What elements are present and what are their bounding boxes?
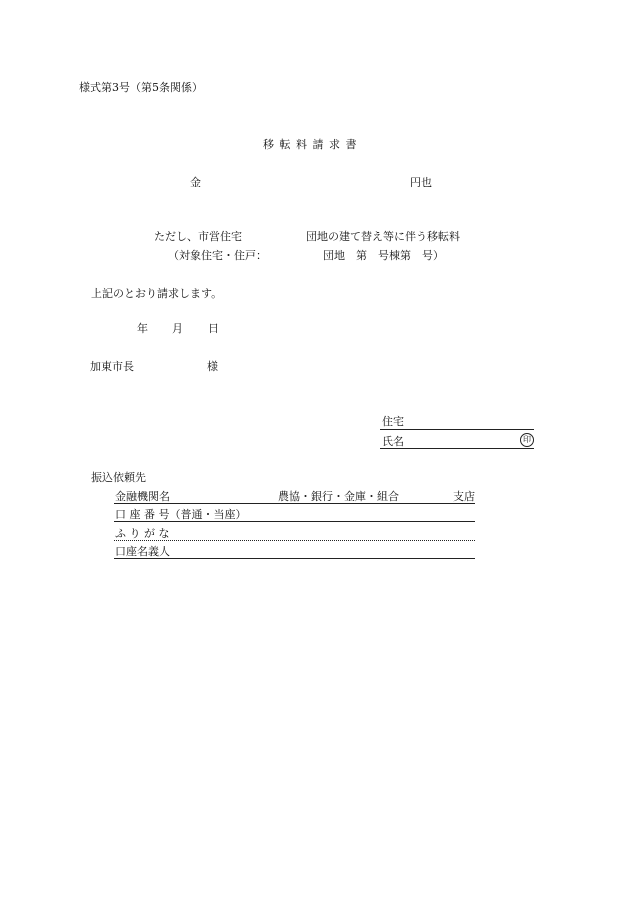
account-holder-underline <box>114 558 475 559</box>
date-month: 月 <box>172 322 183 335</box>
amount-prefix: 金 <box>190 176 201 189</box>
account-number-underline <box>114 521 475 522</box>
reason-line1-b: 団地の建て替え等に伴う移転料 <box>306 230 460 243</box>
name-underline <box>380 448 534 449</box>
address-label: 住宅 <box>382 415 404 428</box>
addressee-name: 加東市長 <box>90 360 134 373</box>
statement: 上記のとおり請求します。 <box>91 287 223 300</box>
transfer-heading: 振込依頼先 <box>91 471 146 484</box>
addressee-honorific: 様 <box>207 360 218 373</box>
bank-types: 農協・銀行・金庫・組合 <box>278 490 399 503</box>
furigana-underline <box>114 540 475 541</box>
account-number-label: 口 座 番 号（普通・当座） <box>115 508 247 521</box>
document-title: 移 転 料 請 求 書 <box>263 138 358 151</box>
form-id: 様式第3号（第5条関係） <box>79 81 203 94</box>
reason-line2-a: （対象住宅・住戸： <box>168 249 267 262</box>
branch-label: 支店 <box>453 490 475 503</box>
seal-mark: 印 <box>520 433 534 447</box>
name-label: 氏名 <box>382 435 404 448</box>
reason-line1-a: ただし、市営住宅 <box>154 230 242 243</box>
bank-label: 金融機関名 <box>115 490 170 503</box>
reason-line2-b: 団地 第 号棟第 号） <box>323 249 444 262</box>
address-underline <box>380 429 534 430</box>
date-year: 年 <box>137 322 148 335</box>
date-day: 日 <box>208 322 219 335</box>
bank-underline <box>114 503 475 504</box>
furigana-label: ふ り が な <box>115 527 170 540</box>
amount-suffix: 円也 <box>410 176 432 189</box>
account-holder-label: 口座名義人 <box>115 545 170 558</box>
